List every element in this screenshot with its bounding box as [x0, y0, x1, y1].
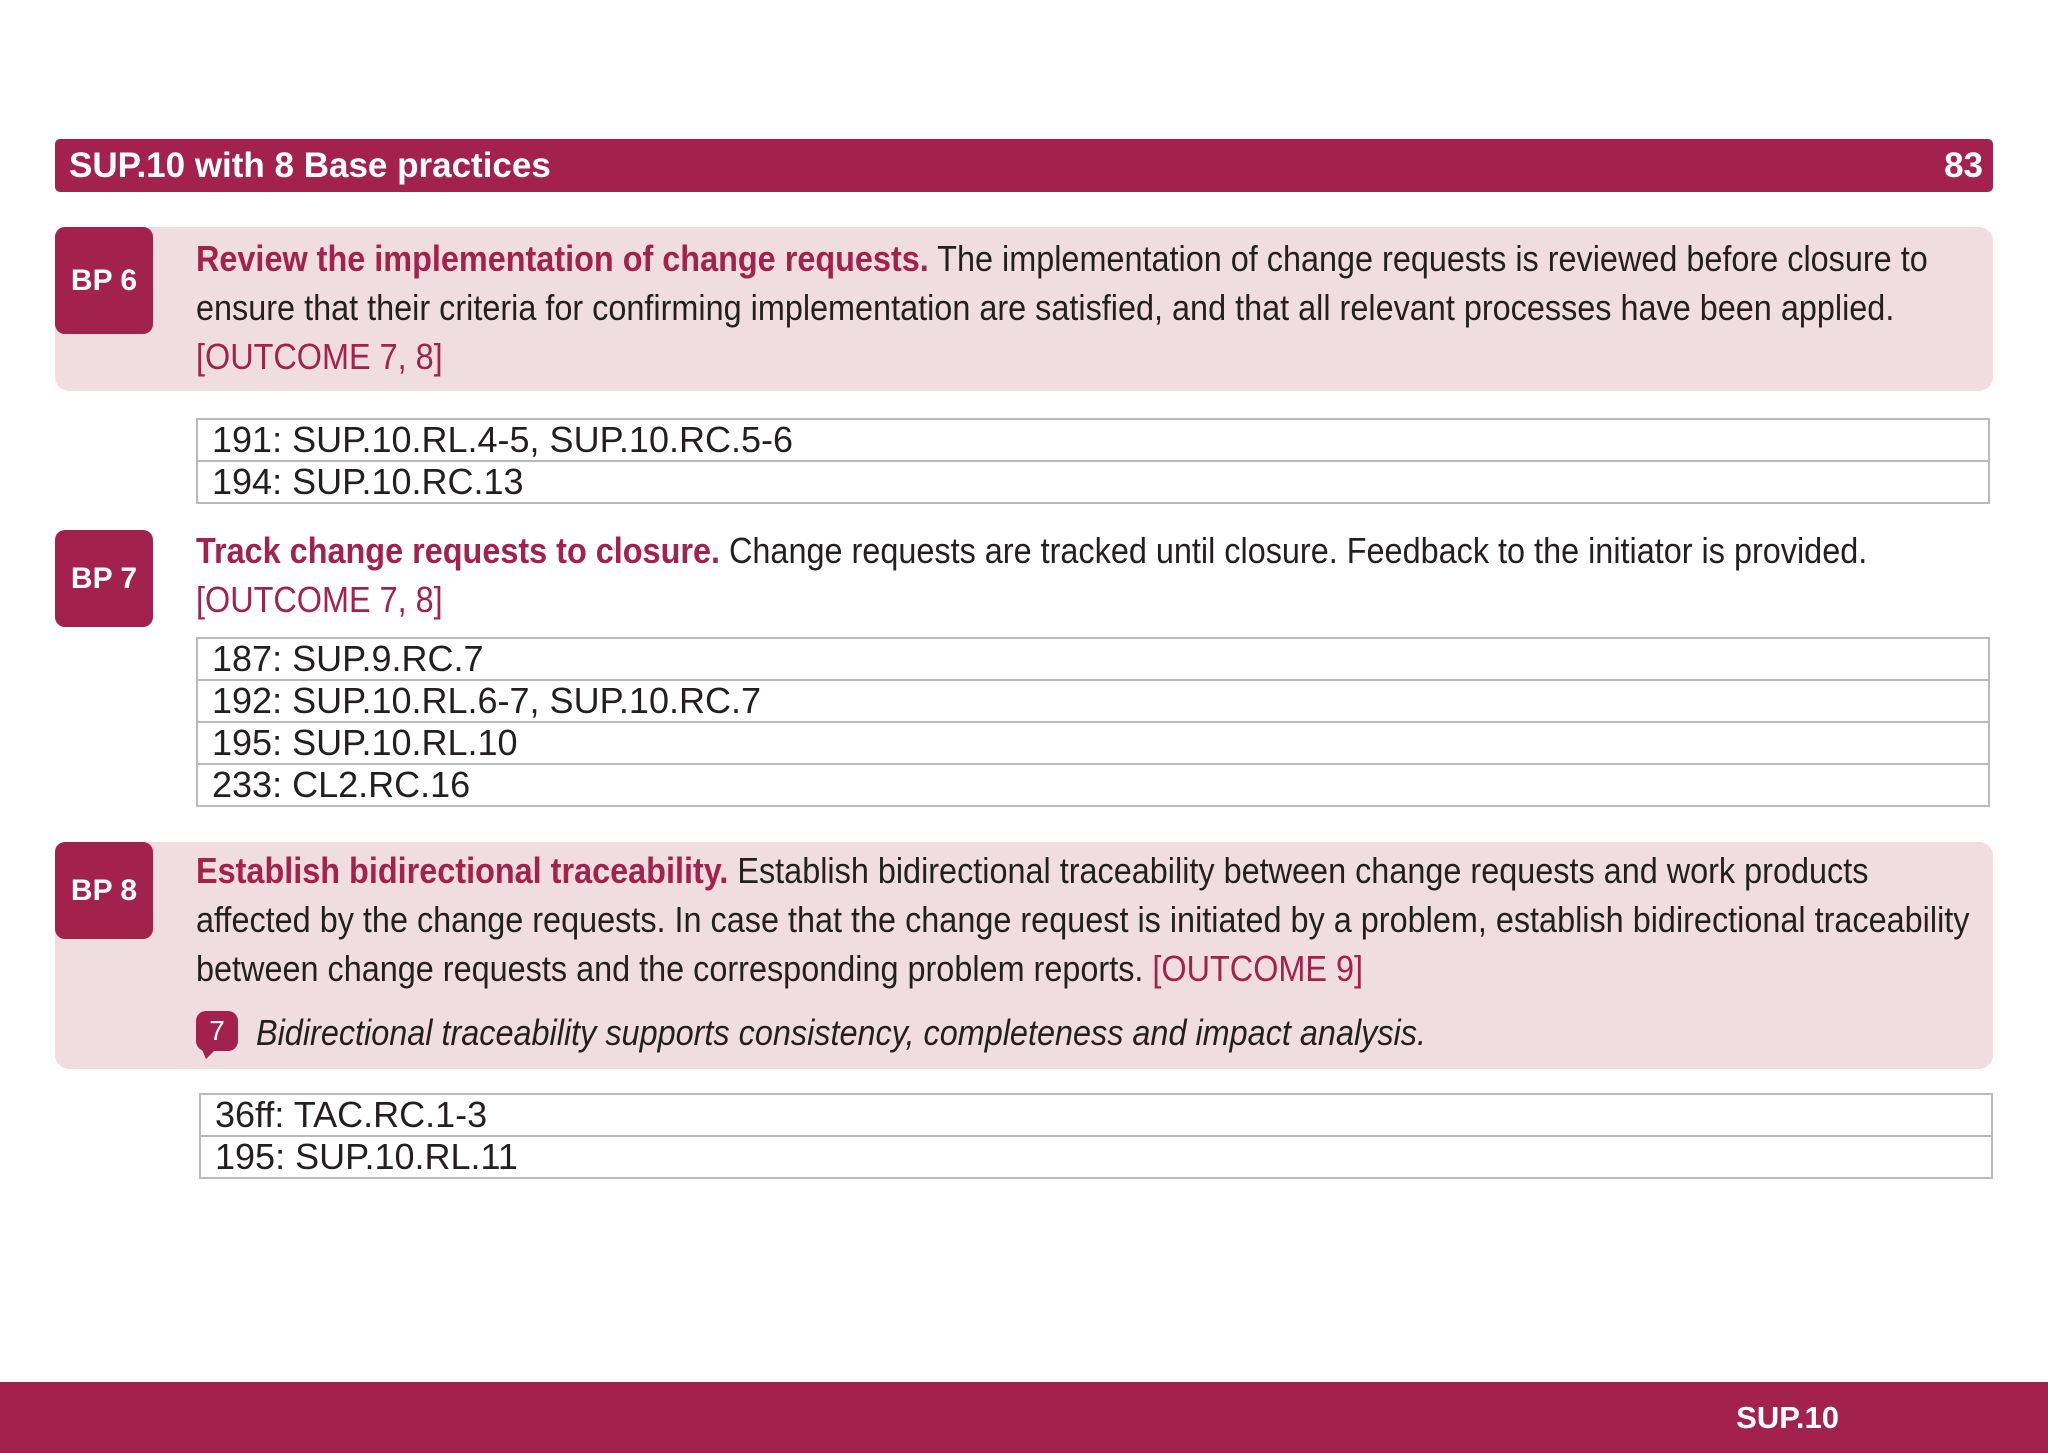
header-bar: [55, 139, 1993, 192]
note-text: Bidirectional traceability supports consistency, completeness and impact analysis.: [256, 1012, 1426, 1053]
bp6-reference-table: [196, 418, 1990, 504]
bp6-text: The implementation of change requests is reviewed before closure to ensure that their criteria for confirming implementation are satisfied, and that all relevant processes have been applied.: [196, 238, 1928, 328]
table-row: [197, 680, 1989, 722]
footer-label: SUP.10: [1736, 1400, 1839, 1435]
table-row: [197, 419, 1989, 461]
table-row: [200, 1136, 1992, 1178]
bp7-text: Change requests are tracked until closure. Feedback to the initiator is provided.: [720, 530, 1868, 571]
bp8-description: [196, 846, 1983, 993]
bp7-outcome: [OUTCOME 7, 8]: [196, 579, 443, 620]
page-title: SUP.10 with 8 Base practices: [69, 145, 551, 185]
bp7-reference-table: [196, 637, 1990, 807]
bp8-note: [196, 1005, 1556, 1061]
table-row: [197, 722, 1989, 764]
table-row: [200, 1094, 1992, 1136]
footer-bar: [0, 1382, 2048, 1453]
bp6-title: Review the implementation of change requests.: [196, 238, 929, 279]
page-number: 83: [1944, 145, 1983, 185]
bp8-badge: BP 8: [55, 842, 153, 939]
bp8-title: Establish bidirectional traceability.: [196, 850, 729, 891]
bp7-title: Track change requests to closure.: [196, 530, 721, 571]
bp7-badge: BP 7: [55, 530, 153, 627]
bp8-text: Establish bidirectional traceability between change requests and work products affected by the change requests. In case that the change request is initiated by a problem, establish bidirectional traceability between change requests and the corresponding problem reports.: [196, 850, 1970, 989]
bp8-reference-table: [199, 1093, 1993, 1179]
table-cell: 195: SUP.10.RL.10: [197, 722, 1989, 764]
bp7-description: [196, 526, 1983, 624]
note-bubble-icon: [196, 1011, 238, 1055]
table-row: [197, 764, 1989, 806]
table-row: [197, 638, 1989, 680]
table-row: [197, 461, 1989, 503]
bp8-outcome: [OUTCOME 9]: [1152, 948, 1364, 989]
table-cell: 191: SUP.10.RL.4-5, SUP.10.RC.5-6: [197, 419, 1989, 461]
table-cell: 233: CL2.RC.16: [197, 764, 1989, 806]
bp6-description: [196, 234, 1983, 381]
table-cell: 192: SUP.10.RL.6-7, SUP.10.RC.7: [197, 680, 1989, 722]
table-cell: 187: SUP.9.RC.7: [197, 638, 1989, 680]
table-cell: 195: SUP.10.RL.11: [200, 1136, 1992, 1178]
bp6-badge: BP 6: [55, 227, 153, 334]
table-cell: 36ff: TAC.RC.1-3: [200, 1094, 1992, 1136]
note-number: 7: [196, 1011, 238, 1051]
table-cell: 194: SUP.10.RC.13: [197, 461, 1989, 503]
bp6-outcome: [OUTCOME 7, 8]: [196, 336, 443, 377]
